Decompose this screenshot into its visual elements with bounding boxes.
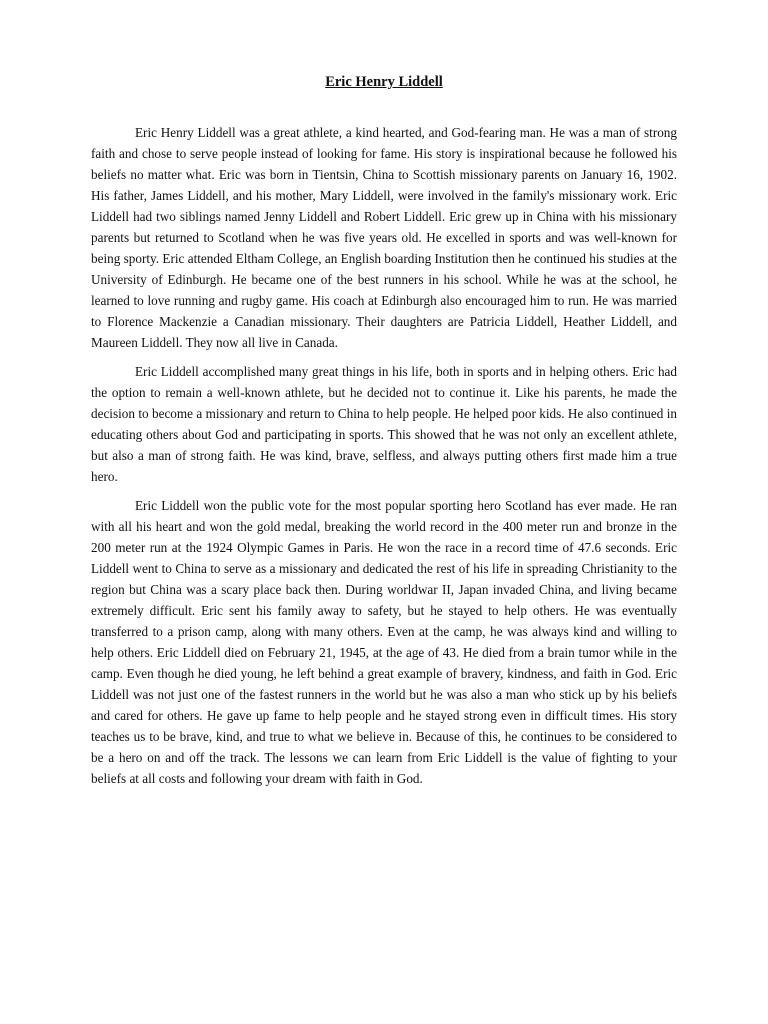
document-title: Eric Henry Liddell xyxy=(325,74,443,90)
paragraph-2: Eric Liddell accomplished many great things in his life, both in sports and in helping others. Eric had the option to remain a well-known athlete, but he decided not to continue it. Like his parents, he made the decision to become a missionary and return to China to help people. He helped poor kids. He also continued in educating others about God and participating in sports. This showed that he was not only an excellent athlete, but also a man of strong faith. He was kind, brave, selfless, and always putting others first made him a true hero. xyxy=(91,364,677,484)
document-page xyxy=(91,0,677,789)
paragraph-1: Eric Henry Liddell was a great athlete, a kind hearted, and God-fearing man. He was a man of strong faith and chose to serve people instead of looking for fame. His story is inspirational because he followed his beliefs no matter what. Eric was born in Tientsin, China to Scottish missionary parents on January 16, 1902. His father, James Liddell, and his mother, Mary Liddell, were involved in the family's missionary work. Eric Liddell had two siblings named Jenny Liddell and Robert Liddell. Eric grew up in China with his missionary parents but returned to Scotland when he was five years old. He excelled in sports and was well-known for being sporty. Eric attended Eltham College, an English boarding Institution then he continued his studies at the University of Edinburgh. He became one of the best runners in his school. While he was at the school, he learned to love running and rugby game. His coach at Edinburgh also encouraged him to run. He was married to Florence Mackenzie a Canadian missionary. Their daughters are Patricia Liddell, Heather Liddell, and Maureen Liddell. They now all live in Canada. xyxy=(91,125,677,350)
paragraph-3: Eric Liddell won the public vote for the most popular sporting hero Scotland has ever made. He ran with all his heart and won the gold medal, breaking the world record in the 400 meter run and bronze in the 200 meter run at the 1924 Olympic Games in Paris. He won the race in a record time of 47.6 seconds. Eric Liddell went to China to serve as a missionary and dedicated the rest of his life in spreading Christianity to the region but China was a scary place back then. During worldwar II, Japan invaded China, and living became extremely difficult. Eric sent his family away to safety, but he stayed to help others. He was eventually transferred to a prison camp, along with many others. Even at the camp, he was always kind and willing to help others. Eric Liddell died on February 21, 1945, at the age of 43. He died from a brain tumor while in the camp. Even though he died young, he left behind a great example of bravery, kindness, and faith in God. Eric Liddell was not just one of the fastest runners in the world but he was also a man who stick up by his beliefs and cared for others. He gave up fame to help people and he stayed strong even in difficult times. His story teaches us to be brave, kind, and true to what we believe in. Because of this, he continues to be considered to be a hero on and off the track. The lessons we can learn from Eric Liddell is the value of fighting to your beliefs at all costs and following your dream with faith in God. xyxy=(91,498,677,786)
